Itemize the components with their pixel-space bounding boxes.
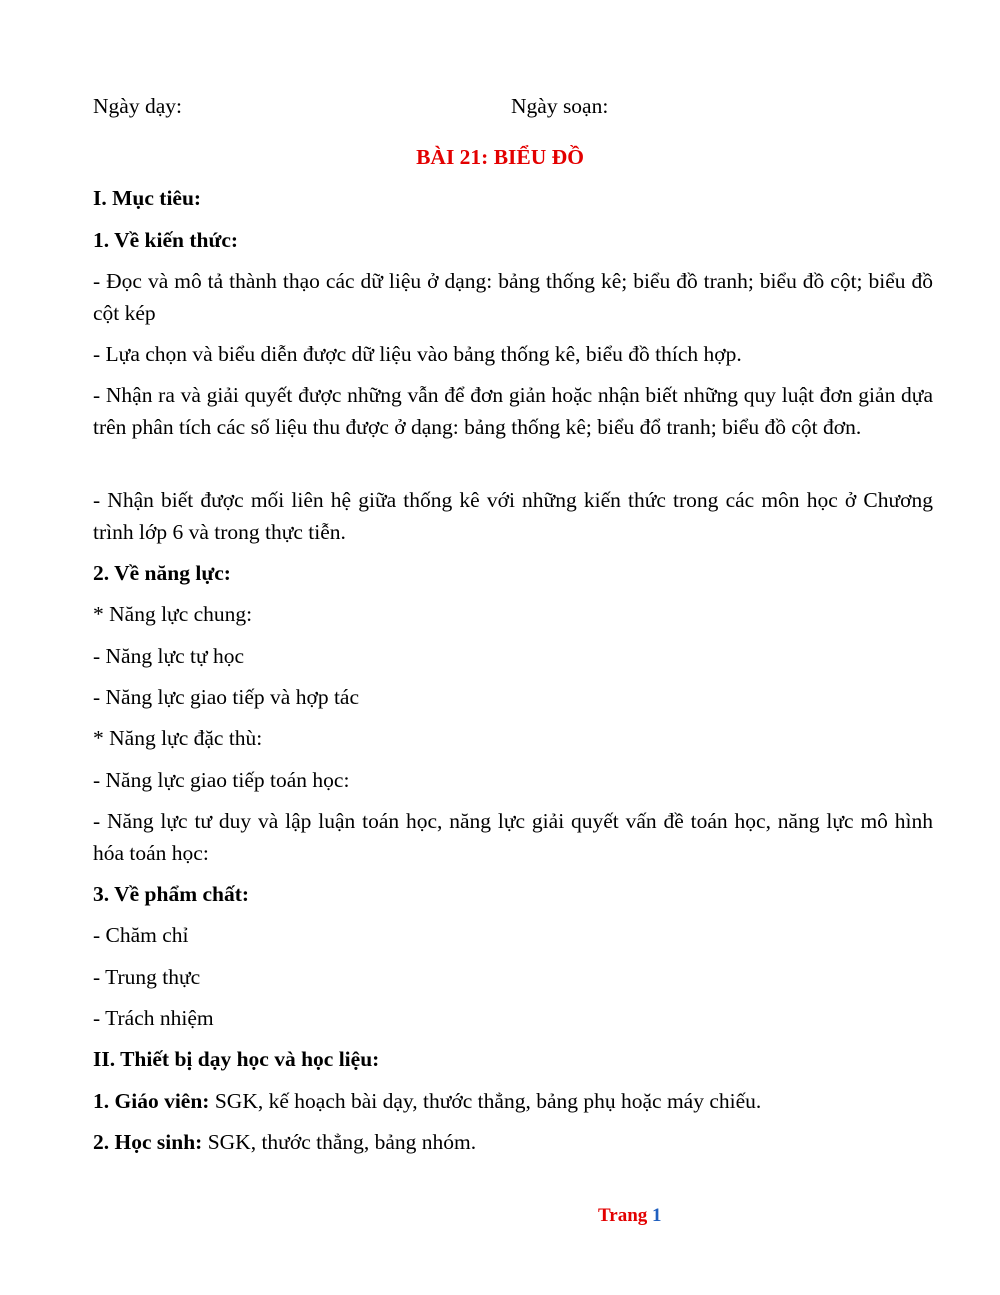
- section-objectives-heading: I. Mục tiêu:: [93, 186, 202, 210]
- competence-heading: 2. Về năng lực:: [93, 561, 231, 585]
- knowledge-item: - Lựa chọn và biểu diễn được dữ liệu vào bảng thống kê, biểu đồ thích hợp.: [93, 342, 742, 366]
- page-footer: [598, 1202, 662, 1230]
- teacher-label: 1. Giáo viên:: [93, 1089, 210, 1113]
- student-label: 2. Học sinh:: [93, 1130, 203, 1154]
- competence-item: - Năng lực tự học: [93, 644, 245, 668]
- competence-item: * Năng lực chung:: [93, 602, 253, 626]
- knowledge-item: - Nhận biết được mối liên hệ giữa thống kê với những kiến thức trong các môn học ở Chương trình lớp 6 và trong thực tiễn.: [93, 488, 933, 544]
- quality-item: - Chăm chỉ: [93, 923, 189, 947]
- knowledge-heading: 1. Về kiến thức:: [93, 228, 239, 252]
- competence-item: - Năng lực tư duy và lập luận toán học, năng lực giải quyết vấn đề toán học, năng lực mô hình hóa toán học:: [93, 809, 933, 865]
- competence-item: * Năng lực đặc thù:: [93, 726, 263, 750]
- student-line: [93, 1126, 476, 1158]
- quality-heading: 3. Về phẩm chất:: [93, 882, 250, 906]
- page-label: Trang: [598, 1205, 648, 1226]
- knowledge-item: - Nhận ra và giải quyết được những vẫn để đơn giản hoặc nhận biết những quy luật đơn giản dựa trên phân tích các số liệu thu được ở dạng: bảng thống kê; biểu đổ tranh; biểu đồ cột đơn.: [93, 383, 933, 439]
- teacher-materials: SGK, kế hoạch bài dạy, thước thẳng, bảng phụ hoặc máy chiếu.: [209, 1089, 762, 1113]
- knowledge-item: - Đọc và mô tả thành thạo các dữ liệu ở dạng: bảng thống kê; biểu đồ tranh; biểu đồ cột; biểu đồ cột kép: [93, 269, 933, 325]
- teacher-line: [93, 1085, 761, 1117]
- competence-item: - Năng lực giao tiếp toán học:: [93, 768, 350, 792]
- teaching-date-label: Ngày dạy:: [93, 94, 182, 118]
- equipment-heading: II. Thiết bị dạy học và học liệu:: [93, 1047, 380, 1071]
- preparation-date-label: Ngày soạn:: [511, 94, 609, 118]
- quality-item: - Trách nhiệm: [93, 1006, 214, 1030]
- student-materials: SGK, thước thẳng, bảng nhóm.: [202, 1130, 477, 1154]
- page-number: 1: [652, 1205, 662, 1226]
- competence-item: - Năng lực giao tiếp và hợp tác: [93, 685, 359, 709]
- lesson-title: BÀI 21: BIỂU ĐỒ: [416, 145, 584, 169]
- quality-item: - Trung thực: [93, 965, 201, 989]
